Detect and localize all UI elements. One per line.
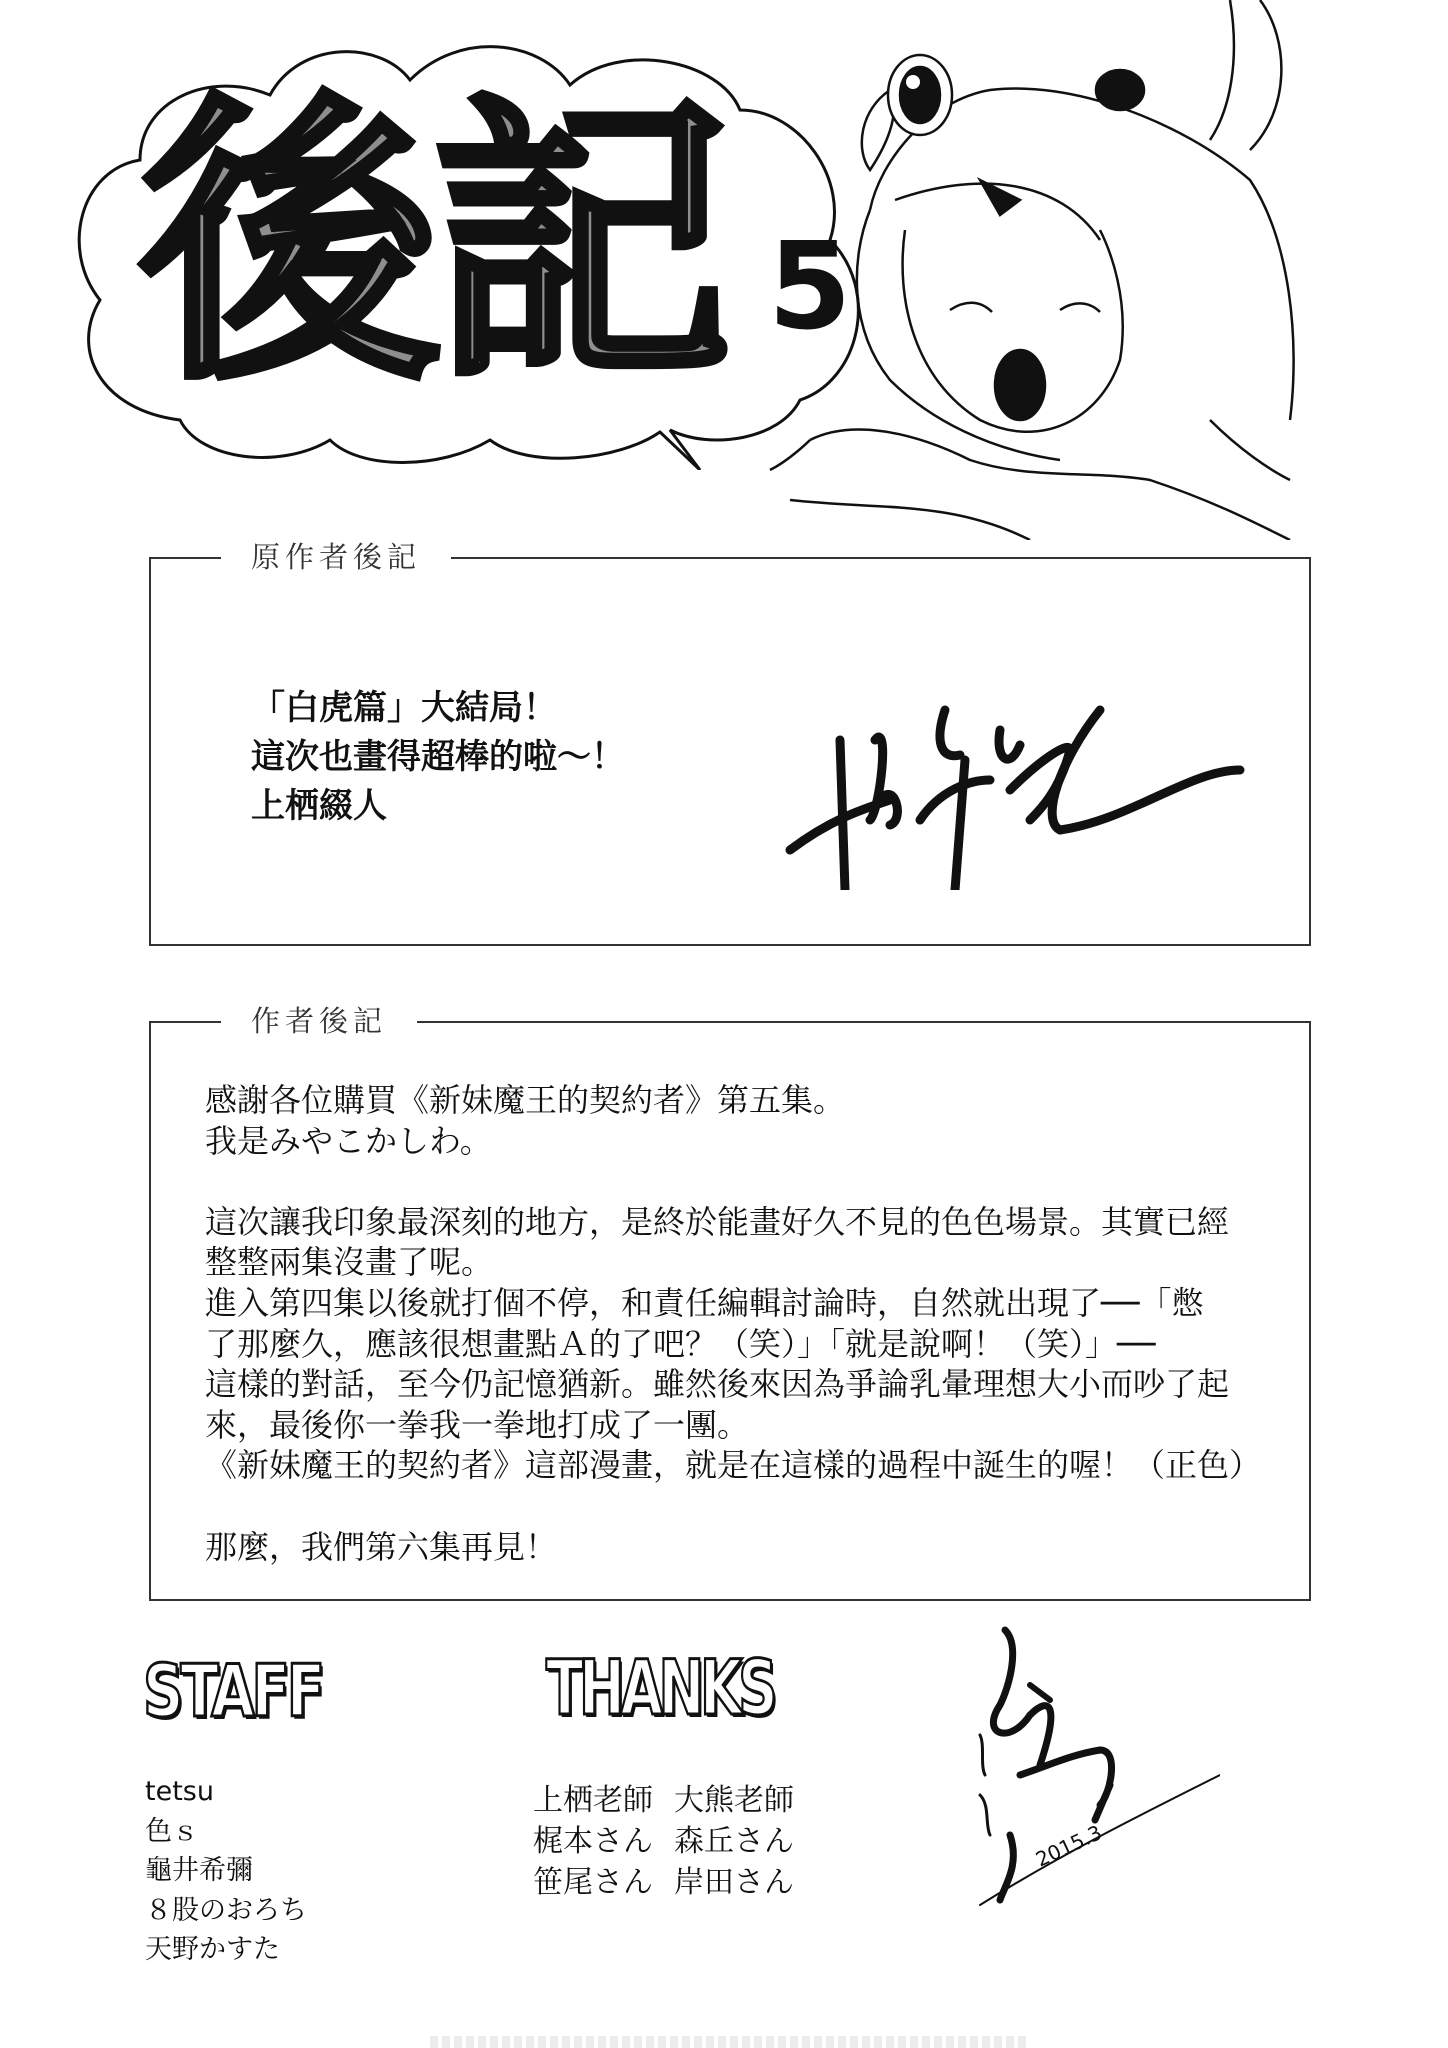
author-afterword-box	[149, 1004, 1311, 1601]
thanks-list	[533, 1780, 815, 1903]
thanks-heading: THANKS	[546, 1643, 774, 1732]
staff-member: 天野かすた	[145, 1934, 280, 1965]
message-line: 那麼，我們第六集再見！	[205, 1527, 558, 1566]
message-line: 這次也畫得超棒的啦～！	[251, 737, 625, 777]
thanks-row	[533, 1780, 815, 1821]
message-line: 這次讓我印象最深刻的地方，是終於能畫好久不見的色色場景。其實已經	[205, 1202, 1230, 1241]
box-label: 作者後記	[221, 1001, 417, 1041]
watermark	[430, 2036, 1030, 2048]
message-line: 這樣的對話，至今仍記憶猶新。雖然後來因為爭論乳暈理想大小而吵了起	[205, 1365, 1230, 1404]
thanks-row	[533, 1821, 815, 1862]
author-signature	[960, 1625, 1220, 1915]
message-line	[205, 1161, 1261, 1202]
original-author-message	[251, 684, 625, 831]
message-line: 《新妹魔王的契約者》這部漫畫，就是在這樣的過程中誕生的喔！（正色）	[205, 1446, 1262, 1485]
thanks-name: 笹尾さん	[533, 1865, 653, 1900]
message-line: 進入第四集以後就打個不停，和責任編輯討論時，自然就出現了──「憋	[205, 1283, 1204, 1322]
message-line: 感謝各位購買《新妹魔王的契約者》第五集。	[205, 1081, 846, 1119]
thanks-name: 梶本さん	[533, 1824, 653, 1859]
staff-list	[145, 1772, 307, 1970]
page-title: 後記	[140, 70, 724, 419]
thanks-name: 上栖老師	[533, 1783, 653, 1818]
message-line: 來，最後你一拳我一拳地打成了一團。	[205, 1405, 750, 1444]
signature-date: 2015.3	[1031, 1820, 1106, 1872]
staff-member: tetsu	[145, 1776, 214, 1807]
message-line: 我是みやこかしわ。	[205, 1121, 492, 1160]
thanks-row	[533, 1862, 815, 1903]
message-line	[205, 1486, 1261, 1527]
box-label: 原作者後記	[221, 537, 451, 577]
thanks-name: 岸田さん	[674, 1865, 794, 1900]
staff-heading: STAFF	[143, 1649, 322, 1733]
message-line: 「白虎篇」大結局！	[251, 688, 557, 728]
original-author-signature	[770, 700, 1290, 890]
staff-member: 色ｓ	[145, 1815, 199, 1847]
author-message	[205, 1080, 1261, 1567]
volume-number: 5	[768, 218, 852, 357]
message-line: 了那麼久，應該很想畫點Ａ的了吧？（笑）」「就是說啊！（笑）」──	[205, 1324, 1156, 1363]
staff-member: ８股のおろち	[145, 1894, 307, 1926]
thanks-name: 森丘さん	[674, 1824, 794, 1859]
character-illustration	[730, 0, 1370, 540]
message-line: 整整兩集沒畫了呢。	[205, 1243, 494, 1282]
thanks-name: 大熊老師	[674, 1783, 794, 1818]
message-line: 上栖綴人	[251, 786, 387, 826]
staff-member: 龜井希彌	[145, 1855, 253, 1886]
